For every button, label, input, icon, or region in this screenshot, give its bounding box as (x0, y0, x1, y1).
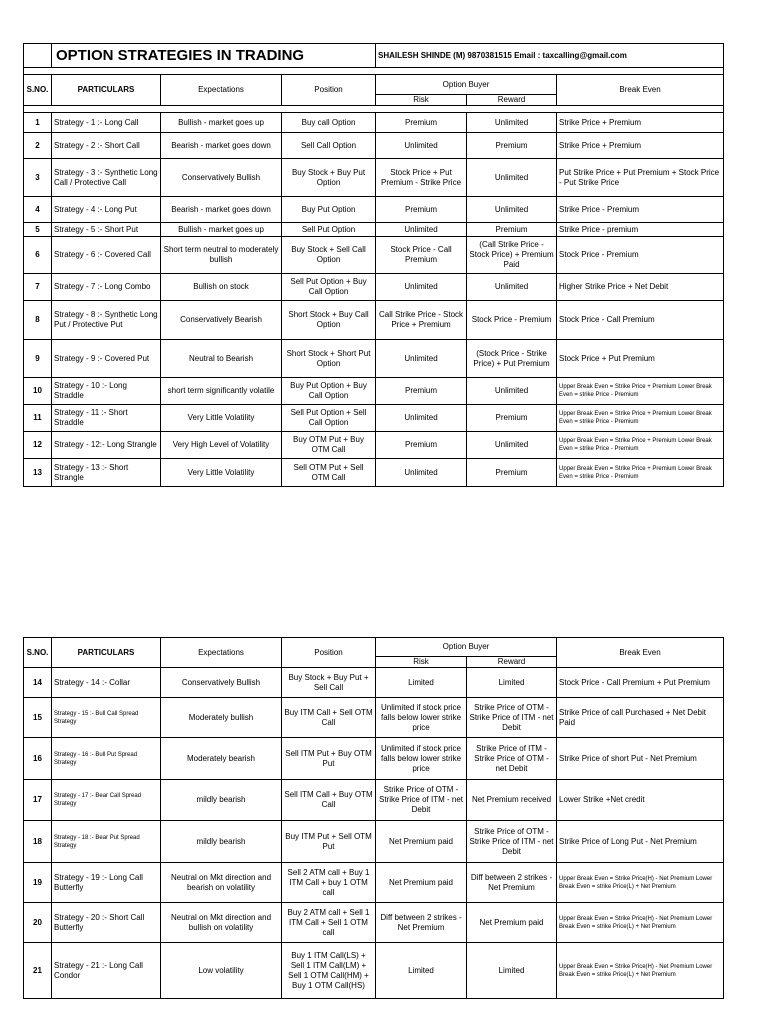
cell-break-even: Upper Break Even = Strike Price + Premium Lower Break Even = strike Price - Premium (557, 378, 724, 405)
table-row (24, 668, 724, 698)
cell-position: Sell 2 ATM call + Buy 1 ITM Call + buy 1 OTM call (282, 863, 376, 903)
cell-risk: Premium (376, 432, 467, 459)
cell-expectations: short term significantly volatile (161, 378, 282, 405)
table-row (24, 738, 724, 780)
cell-reward: Limited (467, 943, 557, 999)
cell-position: Short Stock + Buy Call Option (282, 301, 376, 340)
cell-expectations: Conservatively Bearish (161, 301, 282, 340)
strategies-table-2 (23, 637, 724, 999)
cell-expectations: Neutral on Mkt direction and bullish on volatility (161, 903, 282, 943)
header-reward: Reward (467, 95, 557, 106)
table-row (24, 405, 724, 432)
cell-expectations: Conservatively Bullish (161, 159, 282, 197)
cell-position: Buy 1 ITM Call(LS) + Sell 1 ITM Call(LM) + Sell 1 OTM Call(HM) + Buy 1 OTM Call(HS) (282, 943, 376, 999)
cell-particulars: Strategy - 17 :- Bear Call Spread Strategy (52, 780, 161, 821)
cell-expectations: Very Little Volatility (161, 405, 282, 432)
cell-sno: 3 (24, 159, 52, 197)
table-row (24, 903, 724, 943)
cell-particulars: Strategy - 7 :- Long Combo (52, 274, 161, 301)
cell-expectations: Conservatively Bullish (161, 668, 282, 698)
contact-info: SHAILESH SHINDE (M) 9870381515 Email : taxcalling@gmail.com (376, 44, 724, 68)
cell-particulars: Strategy - 12:- Long Strangle (52, 432, 161, 459)
cell-risk: Unlimited (376, 223, 467, 237)
cell-reward: Premium (467, 133, 557, 159)
cell-expectations: Bullish on stock (161, 274, 282, 301)
header-option-buyer: Option Buyer (376, 75, 557, 95)
cell-position: Buy 2 ATM call + Sell 1 ITM Call + Sell 1 OTM call (282, 903, 376, 943)
cell-risk: Net Premium paid (376, 863, 467, 903)
cell-break-even: Strike Price + Premium (557, 113, 724, 133)
header-position: Position (282, 75, 376, 106)
cell-expectations: Low volatility (161, 943, 282, 999)
table-row (24, 943, 724, 999)
cell-position: Sell Put Option + Sell Call Option (282, 405, 376, 432)
table-row (24, 301, 724, 340)
cell-position: Sell Put Option (282, 223, 376, 237)
cell-particulars: Strategy - 15 :- Bull Call Spread Strategy (52, 698, 161, 738)
cell-position: Buy Stock + Buy Put + Sell Call (282, 668, 376, 698)
cell-break-even: Higher Strike Price + Net Debit (557, 274, 724, 301)
table-row (24, 113, 724, 133)
cell-sno: 5 (24, 223, 52, 237)
cell-expectations: Neutral on Mkt direction and bearish on volatility (161, 863, 282, 903)
cell-position: Buy Stock + Buy Put Option (282, 159, 376, 197)
cell-risk: Call Strike Price - Stock Price + Premium (376, 301, 467, 340)
cell-particulars: Strategy - 13 :- Short Strangle (52, 459, 161, 487)
cell-expectations: Bullish - market goes up (161, 113, 282, 133)
header-break-even: Break Even (557, 75, 724, 106)
cell-risk: Premium (376, 378, 467, 405)
cell-break-even: Strike Price - Premium (557, 197, 724, 223)
cell-reward: Unlimited (467, 378, 557, 405)
cell-reward: Net Premium paid (467, 903, 557, 943)
cell-risk: Limited (376, 943, 467, 999)
cell-risk: Diff between 2 strikes - Net Premium (376, 903, 467, 943)
cell-sno: 19 (24, 863, 52, 903)
cell-reward: Premium (467, 223, 557, 237)
cell-break-even: Strike Price of short Put - Net Premium (557, 738, 724, 780)
cell-sno: 13 (24, 459, 52, 487)
table-row (24, 459, 724, 487)
cell-risk: Premium (376, 197, 467, 223)
cell-risk: Unlimited (376, 405, 467, 432)
table-row (24, 133, 724, 159)
cell-sno: 8 (24, 301, 52, 340)
table-row (24, 223, 724, 237)
header-reward: Reward (467, 657, 557, 668)
cell-expectations: Very High Level of Volatility (161, 432, 282, 459)
cell-break-even: Stock Price - Premium (557, 237, 724, 274)
cell-particulars: Strategy - 3 :- Synthetic Long Call / Protective Call (52, 159, 161, 197)
cell-reward: (Stock Price - Strike Price) + Put Premium (467, 340, 557, 378)
cell-break-even: Upper Break Even = Strike Price(H) - Net Premium Lower Break Even = strike Price(L) + Net Premium (557, 943, 724, 999)
cell-reward: Unlimited (467, 159, 557, 197)
cell-position: Buy Put Option (282, 197, 376, 223)
cell-reward: Unlimited (467, 432, 557, 459)
header-option-buyer: Option Buyer (376, 638, 557, 657)
header-position: Position (282, 638, 376, 668)
cell-reward: Strike Price of OTM - Strike Price of ITM - net Debit (467, 698, 557, 738)
cell-risk: Stock Price - Call Premium (376, 237, 467, 274)
cell-position: Sell Call Option (282, 133, 376, 159)
cell-reward: Limited (467, 668, 557, 698)
cell-sno: 7 (24, 274, 52, 301)
cell-position: Sell Put Option + Buy Call Option (282, 274, 376, 301)
table-row (24, 159, 724, 197)
cell-reward: Premium (467, 459, 557, 487)
cell-expectations: Neutral to Bearish (161, 340, 282, 378)
cell-expectations: Bearish - market goes down (161, 197, 282, 223)
cell-reward: Unlimited (467, 113, 557, 133)
cell-position: Buy call Option (282, 113, 376, 133)
cell-sno: 1 (24, 113, 52, 133)
cell-expectations: Short term neutral to moderately bullish (161, 237, 282, 274)
cell-particulars: Strategy - 19 :- Long Call Butterfly (52, 863, 161, 903)
cell-sno: 20 (24, 903, 52, 943)
table-row (24, 237, 724, 274)
header-sno: S.NO. (24, 638, 52, 668)
page-title: OPTION STRATEGIES IN TRADING (52, 44, 376, 68)
table-row (24, 432, 724, 459)
cell-break-even: Lower Strike +Net credit (557, 780, 724, 821)
cell-particulars: Strategy - 4 :- Long Put (52, 197, 161, 223)
table-row (24, 780, 724, 821)
cell-particulars: Strategy - 14 :- Collar (52, 668, 161, 698)
cell-break-even: Put Strike Price + Put Premium + Stock Price - Put Strike Price (557, 159, 724, 197)
cell-position: Short Stock + Short Put Option (282, 340, 376, 378)
cell-break-even: Strike Price + Premium (557, 133, 724, 159)
cell-risk: Stock Price + Put Premium - Strike Price (376, 159, 467, 197)
cell-break-even: Strike Price - premium (557, 223, 724, 237)
cell-particulars: Strategy - 9 :- Covered Put (52, 340, 161, 378)
cell-break-even: Upper Break Even = Strike Price(H) - Net Premium Lower Break Even = strike Price(L) + Net Premium (557, 863, 724, 903)
cell-break-even: Stock Price - Call Premium (557, 301, 724, 340)
strategies-table-1 (23, 43, 724, 487)
cell-sno: 14 (24, 668, 52, 698)
cell-break-even: Upper Break Even = Strike Price(H) - Net Premium Lower Break Even = strike Price(L) + Net Premium (557, 903, 724, 943)
cell-position: Buy Stock + Sell Call Option (282, 237, 376, 274)
cell-position: Buy ITM Put + Sell OTM Put (282, 821, 376, 863)
cell-sno: 12 (24, 432, 52, 459)
cell-sno: 15 (24, 698, 52, 738)
cell-sno: 16 (24, 738, 52, 780)
table-row (24, 274, 724, 301)
cell-particulars: Strategy - 11 :- Short Straddle (52, 405, 161, 432)
cell-expectations: Moderately bullish (161, 698, 282, 738)
cell-break-even: Strike Price of Long Put - Net Premium (557, 821, 724, 863)
cell-sno: 10 (24, 378, 52, 405)
cell-expectations: Bullish - market goes up (161, 223, 282, 237)
cell-expectations: Very Little Volatility (161, 459, 282, 487)
cell-risk: Unlimited (376, 340, 467, 378)
cell-expectations: Bearish - market goes down (161, 133, 282, 159)
cell-reward: Strike Price of ITM - Strike Price of OTM - net Debit (467, 738, 557, 780)
cell-risk: Unlimited if stock price falls below lower strike price (376, 698, 467, 738)
cell-break-even: Stock Price - Call Premium + Put Premium (557, 668, 724, 698)
cell-sno: 2 (24, 133, 52, 159)
cell-expectations: mildly bearish (161, 780, 282, 821)
cell-position: Sell ITM Put + Buy OTM Put (282, 738, 376, 780)
header-sno: S.NO. (24, 75, 52, 106)
header-risk: Risk (376, 95, 467, 106)
cell-particulars: Strategy - 20 :- Short Call Butterfly (52, 903, 161, 943)
cell-expectations: Moderately bearish (161, 738, 282, 780)
cell-position: Buy OTM Put + Buy OTM Call (282, 432, 376, 459)
table-row (24, 340, 724, 378)
cell-particulars: Strategy - 21 :- Long Call Condor (52, 943, 161, 999)
header-expectations: Expectations (161, 638, 282, 668)
cell-sno: 6 (24, 237, 52, 274)
cell-sno: 4 (24, 197, 52, 223)
cell-sno: 17 (24, 780, 52, 821)
cell-break-even: Upper Break Even = Strike Price + Premium Lower Break Even = strike Price - Premium (557, 432, 724, 459)
cell-reward: Net Premium received (467, 780, 557, 821)
cell-particulars: Strategy - 16 :- Bull Put Spread Strategy (52, 738, 161, 780)
cell-particulars: Strategy - 18 :- Bear Put Spread Strategy (52, 821, 161, 863)
cell-risk: Unlimited (376, 133, 467, 159)
cell-sno: 21 (24, 943, 52, 999)
header-particulars: PARTICULARS (52, 75, 161, 106)
cell-position: Sell ITM Call + Buy OTM Call (282, 780, 376, 821)
cell-break-even: Upper Break Even = Strike Price + Premium Lower Break Even = strike Price - Premium (557, 459, 724, 487)
cell-sno: 11 (24, 405, 52, 432)
cell-particulars: Strategy - 10 :- Long Straddle (52, 378, 161, 405)
header-break-even: Break Even (557, 638, 724, 668)
cell-reward: Diff between 2 strikes - Net Premium (467, 863, 557, 903)
cell-risk: Unlimited (376, 459, 467, 487)
cell-particulars: Strategy - 1 :- Long Call (52, 113, 161, 133)
cell-break-even: Stock Price + Put Premium (557, 340, 724, 378)
cell-break-even: Upper Break Even = Strike Price + Premium Lower Break Even = strike Price - Premium (557, 405, 724, 432)
table-row (24, 863, 724, 903)
header-risk: Risk (376, 657, 467, 668)
cell-sno: 9 (24, 340, 52, 378)
cell-risk: Net Premium paid (376, 821, 467, 863)
cell-position: Buy ITM Call + Sell OTM Call (282, 698, 376, 738)
cell-reward: (Call Strike Price - Stock Price) + Premium Paid (467, 237, 557, 274)
header-expectations: Expectations (161, 75, 282, 106)
cell-risk: Premium (376, 113, 467, 133)
cell-sno: 18 (24, 821, 52, 863)
cell-reward: Strike Price of OTM - Strike Price of ITM - net Debit (467, 821, 557, 863)
cell-position: Sell OTM Put + Sell OTM Call (282, 459, 376, 487)
cell-particulars: Strategy - 5 :- Short Put (52, 223, 161, 237)
table-row (24, 821, 724, 863)
cell-reward: Unlimited (467, 197, 557, 223)
cell-particulars: Strategy - 2 :- Short Call (52, 133, 161, 159)
cell-expectations: mildly bearish (161, 821, 282, 863)
cell-particulars: Strategy - 8 :- Synthetic Long Put / Protective Put (52, 301, 161, 340)
cell-risk: Unlimited (376, 274, 467, 301)
table-row (24, 197, 724, 223)
cell-risk: Limited (376, 668, 467, 698)
table-row (24, 378, 724, 405)
cell-break-even: Strike Price of call Purchased + Net Debit Paid (557, 698, 724, 738)
cell-reward: Stock Price - Premium (467, 301, 557, 340)
table-row (24, 698, 724, 738)
cell-risk: Strike Price of OTM - Strike Price of ITM - net Debit (376, 780, 467, 821)
header-particulars: PARTICULARS (52, 638, 161, 668)
cell-position: Buy Put Option + Buy Call Option (282, 378, 376, 405)
cell-risk: Unlimited if stock price falls below lower strike price (376, 738, 467, 780)
cell-particulars: Strategy - 6 :- Covered Call (52, 237, 161, 274)
cell-reward: Unlimited (467, 274, 557, 301)
cell-reward: Premium (467, 405, 557, 432)
